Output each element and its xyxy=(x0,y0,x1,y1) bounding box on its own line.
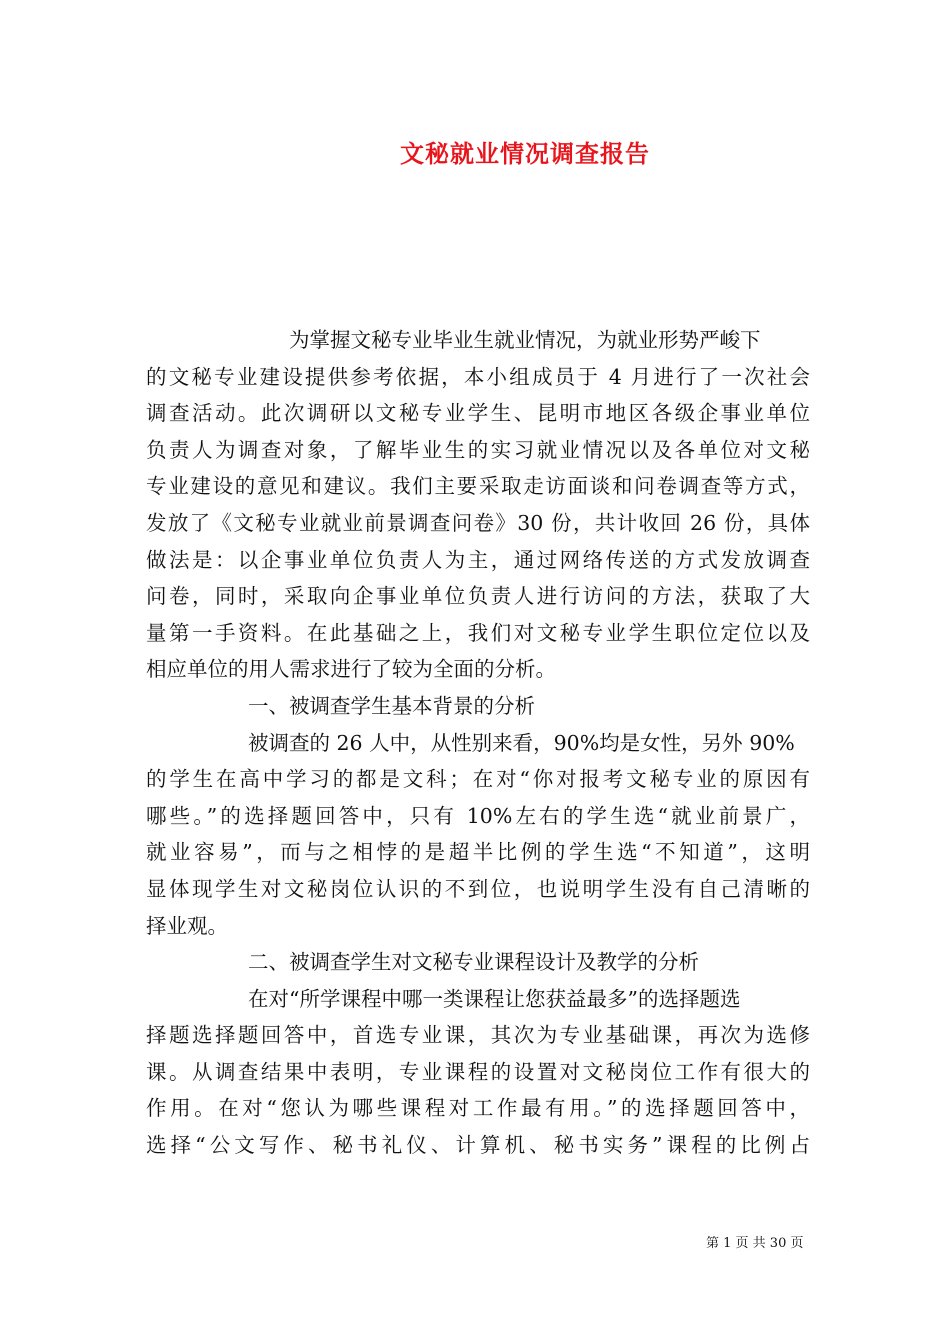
text-line: 相应单位的用人需求进行了较为全面的分析。 xyxy=(146,657,556,682)
text-line: 在对“所学课程中哪一类课程让您获益最多”的选择题选 xyxy=(248,986,741,1011)
text-line: 显体现学生对文秘岗位认识的不到位，也说明学生没有自己清晰的 xyxy=(146,876,810,901)
text-line: 课。从调查结果中表明，专业课程的设置对文秘岗位工作有很大的 xyxy=(146,1059,810,1084)
text-line: 调查活动。此次调研以文秘专业学生、昆明市地区各级企事业单位 xyxy=(146,401,810,426)
text-line: 做法是：以企事业单位负责人为主，通过网络传送的方式发放调查 xyxy=(146,547,810,572)
text-line: 择题选择题回答中，首选专业课，其次为专业基础课，再次为选修 xyxy=(146,1023,810,1048)
page-footer: 第 1 页 共 30 页 xyxy=(706,1236,804,1251)
text-line: 专业建设的意见和建议。我们主要采取走访面谈和问卷调查等方式， xyxy=(146,474,810,499)
text-line: 的文秘专业建设提供参考依据，本小组成员于 4 月进行了一次社会 xyxy=(146,364,810,389)
text-line: 量第一手资料。在此基础之上，我们对文秘专业学生职位定位以及 xyxy=(146,620,810,645)
text-line: 就业容易”，而与之相悖的是超半比例的学生选“不知道”，这明 xyxy=(146,840,810,865)
text-line: 选择“公文写作、秘书礼仪、计算机、秘书实务”课程的比例占 xyxy=(146,1133,810,1158)
text-line: 择业观。 xyxy=(146,913,228,938)
text-line: 问卷，同时，采取向企事业单位负责人进行访问的方法，获取了大 xyxy=(146,584,810,609)
text-line: 的学生在高中学习的都是文科；在对“你对报考文秘专业的原因有 xyxy=(146,767,810,792)
text-line: 被调查的 26 人中，从性别来看，90%均是女性，另外 90% xyxy=(248,730,795,755)
text-line: 为掌握文秘专业毕业生就业情况，为就业形势严峻下 xyxy=(289,328,761,352)
text-line: 发放了《文秘专业就业前景调查问卷》30 份，共计收回 26 份，具体 xyxy=(146,510,810,535)
document-body xyxy=(146,322,810,1164)
section-heading: 一、被调查学生基本背景的分析 xyxy=(248,693,535,718)
section-heading: 二、被调查学生对文秘专业课程设计及教学的分析 xyxy=(248,950,699,975)
text-line: 作用。在对“您认为哪些课程对工作最有用。”的选择题回答中， xyxy=(146,1096,810,1121)
text-line: 哪些。”的选择题回答中，只有 10%左右的学生选“就业前景广， xyxy=(146,803,810,828)
document-title: 文秘就业情况调查报告 xyxy=(400,139,650,168)
text-line: 负责人为调查对象，了解毕业生的实习就业情况以及各单位对文秘 xyxy=(146,437,810,462)
